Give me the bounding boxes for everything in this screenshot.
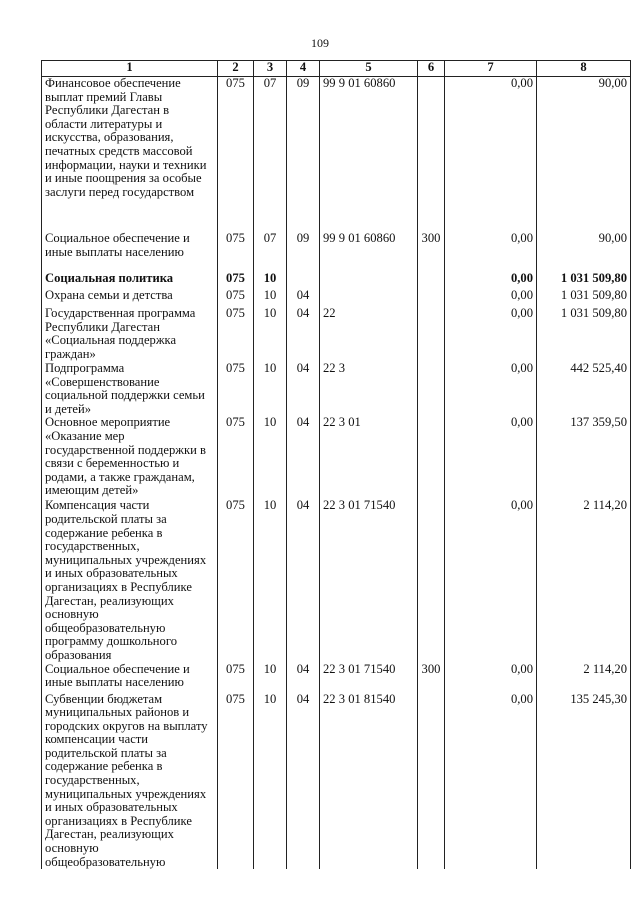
row-amount-8: 442 525,40 (537, 362, 631, 416)
row-code-5: 22 (320, 307, 418, 362)
row-code-5: 22 3 01 71540 (320, 499, 418, 662)
row-code-4: 09 (287, 232, 320, 272)
row-code-5: 22 3 01 71540 (320, 663, 418, 693)
row-name: Охрана семьи и детства (42, 289, 218, 307)
row-code-6 (418, 499, 445, 662)
header-col-5: 5 (320, 61, 418, 77)
table-row (42, 416, 631, 499)
row-amount-7: 0,00 (445, 416, 537, 499)
row-code-6: 300 (418, 232, 445, 272)
row-code-6 (418, 77, 445, 233)
row-code-2: 075 (218, 307, 254, 362)
row-amount-7: 0,00 (445, 362, 537, 416)
row-code-6 (418, 272, 445, 289)
row-amount-7: 0,00 (445, 272, 537, 289)
row-code-4 (287, 272, 320, 289)
header-col-2: 2 (218, 61, 254, 77)
row-amount-7: 0,00 (445, 289, 537, 307)
row-code-5 (320, 289, 418, 307)
row-code-2: 075 (218, 232, 254, 272)
row-amount-8: 1 031 509,80 (537, 307, 631, 362)
row-code-4: 04 (287, 693, 320, 870)
row-name: Финансовое обеспечение выплат премий Главы Республики Дагестан в области литературы и искусства, образования, печатных средств массовой информации, науки и техники и иные поощрения за особые заслуги перед государством (42, 77, 218, 233)
row-name: Подпрограмма «Совершенствование социальной поддержки семьи и детей» (42, 362, 218, 416)
page-number: 109 (311, 36, 329, 50)
table-row (42, 693, 631, 870)
row-code-3: 10 (254, 272, 287, 289)
row-code-4: 04 (287, 416, 320, 499)
row-code-2: 075 (218, 77, 254, 233)
header-col-8: 8 (537, 61, 631, 77)
header-col-1: 1 (42, 61, 218, 77)
header-col-3: 3 (254, 61, 287, 77)
row-code-4: 04 (287, 307, 320, 362)
row-code-4: 04 (287, 499, 320, 662)
row-code-2: 075 (218, 289, 254, 307)
row-name: Основное мероприятие «Оказание мер государственной поддержки в связи с беременностью и родами, а также гражданам, имеющим детей» (42, 416, 218, 499)
row-code-6 (418, 416, 445, 499)
row-code-4: 04 (287, 663, 320, 693)
table-row (42, 272, 631, 289)
row-amount-8: 1 031 509,80 (537, 289, 631, 307)
row-amount-7: 0,00 (445, 693, 537, 870)
row-amount-7: 0,00 (445, 499, 537, 662)
row-name: Социальная политика (42, 272, 218, 289)
table-row (42, 289, 631, 307)
row-code-3: 07 (254, 77, 287, 233)
table-row (42, 362, 631, 416)
row-code-5: 22 3 (320, 362, 418, 416)
budget-table (41, 60, 631, 869)
row-amount-8: 137 359,50 (537, 416, 631, 499)
row-name: Субвенции бюджетам муниципальных районов и городских округов на выплату компенсации части родительской платы за содержание ребенка в государственных, муниципальных учреждениях и иных образовательных организациях в Республике Дагестан, реализующих основную общеобразовательную (42, 693, 218, 870)
row-amount-7: 0,00 (445, 232, 537, 272)
row-amount-7: 0,00 (445, 307, 537, 362)
table-row (42, 307, 631, 362)
table-row (42, 77, 631, 233)
table-row (42, 663, 631, 693)
row-code-6 (418, 362, 445, 416)
header-col-4: 4 (287, 61, 320, 77)
row-amount-8: 2 114,20 (537, 499, 631, 662)
row-code-2: 075 (218, 663, 254, 693)
row-code-3: 10 (254, 362, 287, 416)
row-code-2: 075 (218, 362, 254, 416)
header-col-7: 7 (445, 61, 537, 77)
row-amount-8: 135 245,30 (537, 693, 631, 870)
row-name: Социальное обеспечение и иные выплаты населению (42, 663, 218, 693)
table-header-row (42, 61, 631, 77)
row-code-3: 10 (254, 499, 287, 662)
row-code-5: 22 3 01 81540 (320, 693, 418, 870)
row-code-3: 10 (254, 693, 287, 870)
table-row (42, 232, 631, 272)
row-code-3: 10 (254, 416, 287, 499)
row-code-2: 075 (218, 693, 254, 870)
row-amount-8: 90,00 (537, 232, 631, 272)
row-amount-8: 90,00 (537, 77, 631, 233)
row-code-4: 04 (287, 362, 320, 416)
row-code-6 (418, 307, 445, 362)
row-code-3: 10 (254, 289, 287, 307)
row-amount-7: 0,00 (445, 77, 537, 233)
row-amount-8: 2 114,20 (537, 663, 631, 693)
row-code-6: 300 (418, 663, 445, 693)
row-code-4: 09 (287, 77, 320, 233)
row-code-3: 07 (254, 232, 287, 272)
row-name: Государственная программа Республики Дагестан «Социальная поддержка граждан» (42, 307, 218, 362)
row-code-3: 10 (254, 307, 287, 362)
row-code-5: 22 3 01 (320, 416, 418, 499)
row-code-2: 075 (218, 499, 254, 662)
header-col-6: 6 (418, 61, 445, 77)
row-code-4: 04 (287, 289, 320, 307)
row-name: Социальное обеспечение и иные выплаты населению (42, 232, 218, 272)
row-code-6 (418, 693, 445, 870)
row-code-5 (320, 272, 418, 289)
row-code-2: 075 (218, 272, 254, 289)
row-code-6 (418, 289, 445, 307)
row-code-2: 075 (218, 416, 254, 499)
row-code-3: 10 (254, 663, 287, 693)
row-code-5: 99 9 01 60860 (320, 77, 418, 233)
row-code-5: 99 9 01 60860 (320, 232, 418, 272)
row-amount-8: 1 031 509,80 (537, 272, 631, 289)
table-row (42, 499, 631, 662)
row-amount-7: 0,00 (445, 663, 537, 693)
row-name: Компенсация части родительской платы за содержание ребенка в государственных, муниципальных учреждениях и иных образовательных организациях в Республике Дагестан, реализующих основную общеобразовательную программу дошкольного образования (42, 499, 218, 662)
